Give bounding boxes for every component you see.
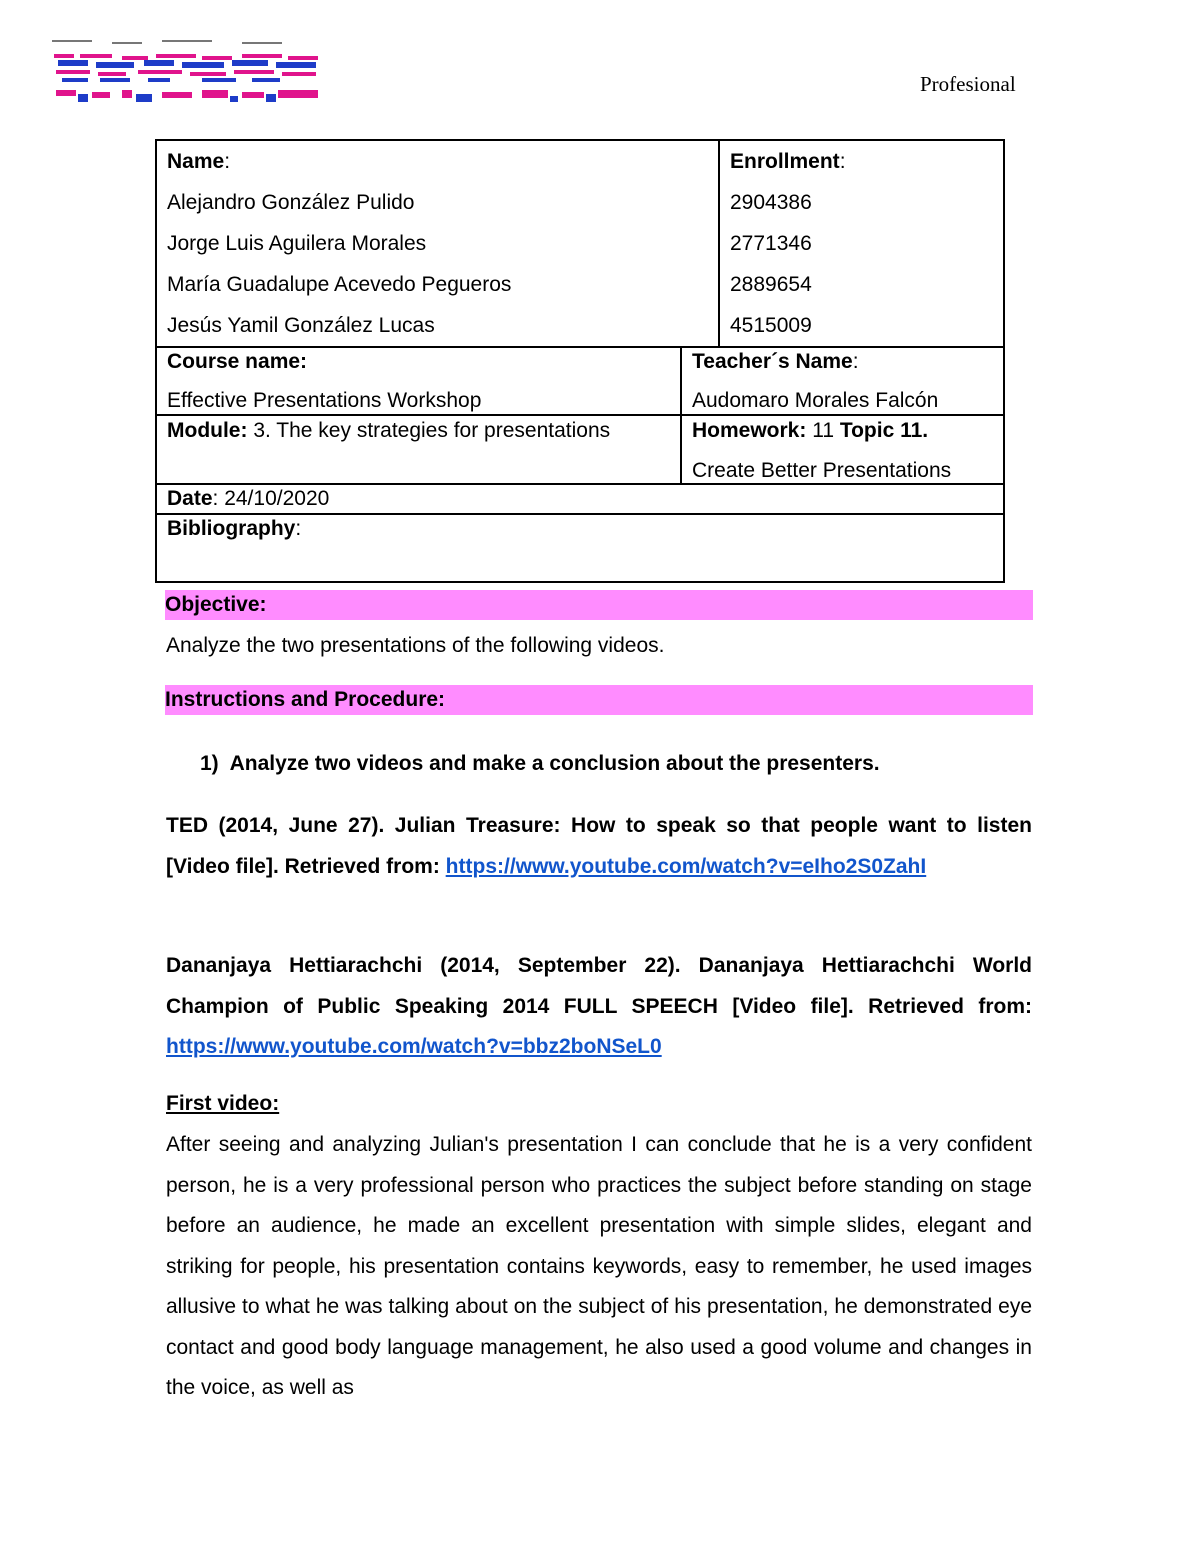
student-name: Jesús Yamil González Lucas	[167, 314, 435, 337]
reference-link[interactable]: https://www.youtube.com/watch?v=bbz2boNSeL0	[166, 1035, 662, 1058]
reference-1	[166, 806, 1032, 887]
student-name: María Guadalupe Acevedo Pegueros	[167, 273, 512, 296]
instruction-item	[200, 752, 880, 776]
first-video-text: After seeing and analyzing Julian's presentation I can conclude that he is a very confident person, he is a very professional person who practices the subject before standing on stage before an audience, he made an excellent presentation with simple slides, elegant and striking for people, his presentation contains keywords, easy to remember, he used images allusive to what he was talking about on the subject of his presentation, he demonstrated eye contact and good body language management, he also used a good volume and changes in the voice, as well as	[166, 1133, 1032, 1399]
reference-link[interactable]: https://www.youtube.com/watch?v=eIho2S0ZahI	[445, 854, 927, 878]
bibliography-label: Bibliography	[167, 517, 296, 540]
reference-text: TED (2014, June 27). Julian Treasure: How to speak so that people want to listen [Video file]. Retrieved from:	[166, 814, 1032, 878]
module-label: Module:	[167, 419, 248, 442]
student-name: Jorge Luis Aguilera Morales	[167, 232, 427, 255]
instructions-heading: Instructions and Procedure:	[165, 685, 1033, 715]
topic-value: Create Better Presentations	[692, 459, 952, 482]
bibliography-cell: Bibliography:	[156, 514, 1004, 582]
objective-text: Analyze the two presentations of the following videos.	[166, 634, 665, 657]
first-video-heading: First video:	[166, 1092, 280, 1115]
names-cell: Name: Alejandro González Pulido Jorge Luis Aguilera Morales María Guadalupe Acevedo Pegueros Jesús Yamil González Lucas	[156, 140, 719, 347]
date-cell	[156, 484, 1004, 514]
teacher-cell: Teacher´s Name: Audomaro Morales Falcón	[681, 347, 1004, 415]
reference-2	[166, 946, 1032, 1068]
course-value: Effective Presentations Workshop	[167, 389, 482, 412]
student-name: Alejandro González Pulido	[167, 191, 415, 214]
instruction-number: 1)	[200, 752, 219, 775]
student-enrollment: 2771346	[730, 232, 812, 255]
student-enrollment: 2904386	[730, 191, 812, 214]
info-table	[155, 139, 1005, 583]
date-label: Date	[167, 487, 213, 510]
course-cell	[156, 347, 681, 415]
module-cell	[156, 415, 681, 484]
instruction-text: Analyze two videos and make a conclusion about the presenters.	[229, 752, 880, 775]
teacher-value: Audomaro Morales Falcón	[692, 389, 939, 412]
student-enrollment: 2889654	[730, 273, 812, 296]
homework-number: 11	[806, 419, 840, 442]
objective-heading: Objective:	[165, 590, 1033, 620]
student-enrollment: 4515009	[730, 314, 812, 337]
topic-label: Topic 11.	[839, 419, 929, 442]
institution-logo	[52, 38, 322, 106]
homework-cell	[681, 415, 1004, 484]
reference-text: Dananjaya Hettiarachchi (2014, September 22). Dananjaya Hettiarachchi World Champion of Public Speaking 2014 FULL SPEECH [Video file]. Retrieved from:	[166, 954, 1032, 1018]
name-label: Name	[167, 150, 225, 173]
homework-label: Homework:	[692, 419, 807, 442]
date-value: : 24/10/2020	[212, 487, 330, 510]
header-label: Profesional	[920, 72, 1016, 96]
enrollment-label: Enrollment	[730, 150, 840, 173]
enrollments-cell: Enrollment: 2904386 2771346 2889654 4515009	[719, 140, 1004, 347]
teacher-label: Teacher´s Name	[692, 350, 853, 373]
module-value: 3. The key strategies for presentations	[247, 419, 611, 442]
course-label: Course name:	[167, 350, 308, 373]
